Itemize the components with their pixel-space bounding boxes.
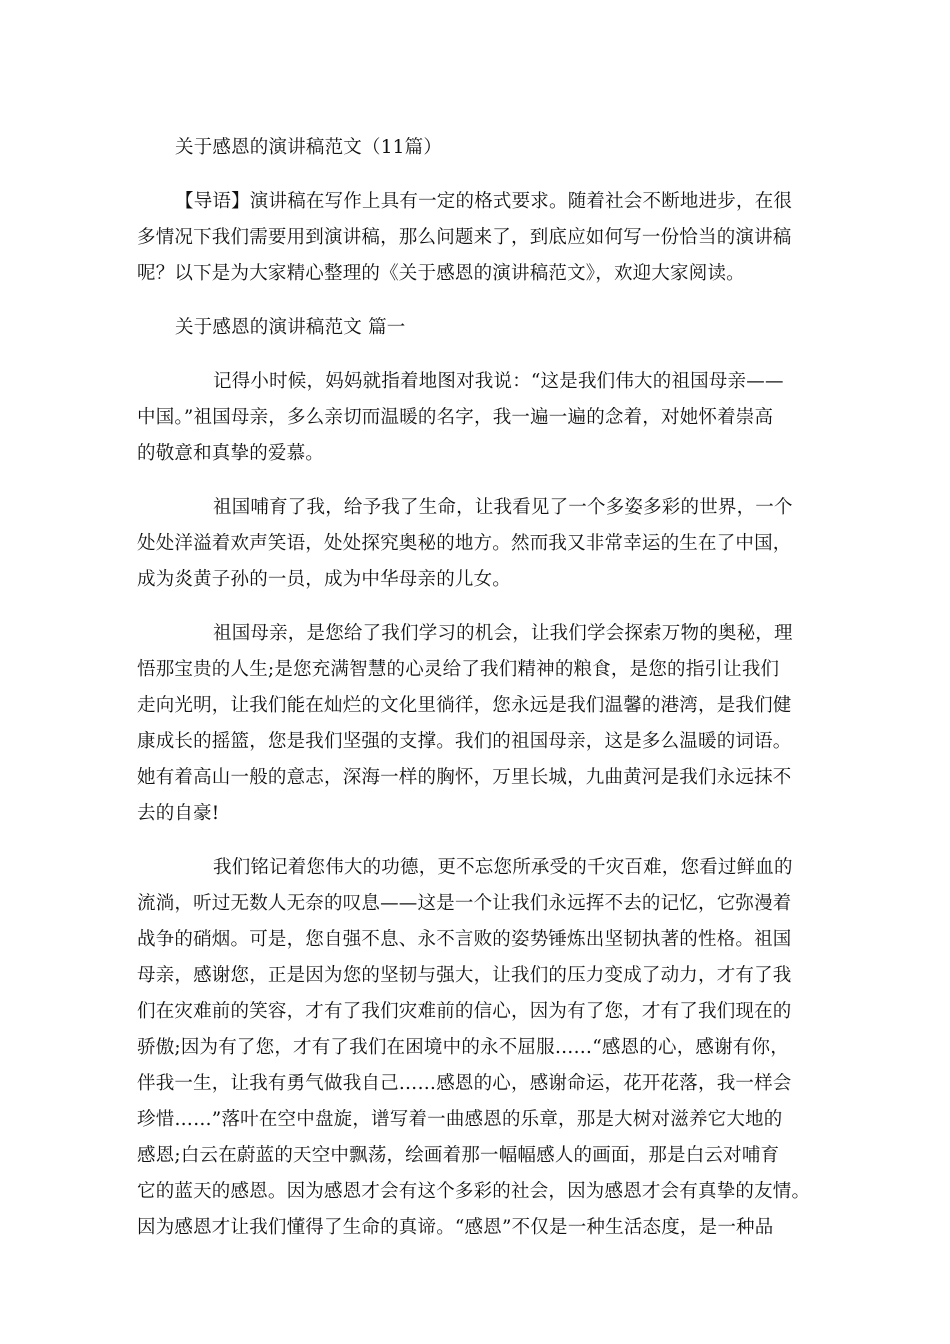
paragraph-line: 祖国母亲，是您给了我们学习的机会，让我们学会探索万物的奥秘，理 (213, 623, 793, 644)
paragraph-line: 走向光明，让我们能在灿烂的文化里徜徉，您永远是我们温馨的港湾，是我们健 (137, 695, 792, 716)
paragraph-line: 们在灾难前的笑容，才有了我们灾难前的信心，因为有了您，才有了我们现在的 (137, 1001, 792, 1022)
paragraph-line: 康成长的摇篮，您是我们坚强的支撑。我们的祖国母亲，这是多么温暖的词语。 (137, 731, 792, 752)
paragraph-line: 记得小时候，妈妈就指着地图对我说：“这是我们伟大的祖国母亲—— (213, 371, 784, 392)
intro-line: 多情况下我们需要用到演讲稿，那么问题来了，到底应如何写一份恰当的演讲稿 (137, 227, 792, 248)
paragraph-line: 她有着高山一般的意志，深海一样的胸怀，万里长城，九曲黄河是我们永远抹不 (137, 767, 792, 788)
intro-line: 【导语】演讲稿在写作上具有一定的格式要求。随着社会不断地进步，在很 (175, 191, 793, 212)
intro-line: 呢？以下是为大家精心整理的《关于感恩的演讲稿范文》，欢迎大家阅读。 (137, 263, 745, 284)
paragraph-line: 成为炎黄子孙的一员，成为中华母亲的儿女。 (137, 569, 512, 590)
paragraph-line: 骄傲;因为有了您，才有了我们在困境中的永不屈服……“感恩的心，感谢有你， (137, 1037, 789, 1058)
paragraph-line: 我们铭记着您伟大的功德，更不忘您所承受的千灾百难，您看过鲜血的 (213, 857, 793, 878)
paragraph-line: 伴我一生，让我有勇气做我自己……感恩的心，感谢命运，花开花落，我一样会 (137, 1073, 792, 1094)
paragraph-line: 的敬意和真挚的爱慕。 (137, 443, 325, 464)
section-heading: 关于感恩的演讲稿范文 篇一 (175, 317, 406, 338)
paragraph-line: 处处洋溢着欢声笑语，处处探究奥秘的地方。然而我又非常幸运的生在了中国， (137, 533, 792, 554)
paragraph-line: 中国。”祖国母亲，多么亲切而温暖的名字，我一遍一遍的念着，对她怀着崇高 (137, 407, 774, 428)
document-title: 关于感恩的演讲稿范文（11篇） (175, 137, 443, 158)
paragraph-line: 珍惜……”落叶在空中盘旋，谱写着一曲感恩的乐章，那是大树对滋养它大地的 (137, 1109, 783, 1130)
paragraph-line: 感恩;白云在蔚蓝的天空中飘荡，绘画着那一幅幅感人的画面，那是白云对哺育 (137, 1145, 780, 1166)
paragraph-line: 去的自豪! (137, 803, 220, 824)
paragraph-line: 母亲，感谢您，正是因为您的坚韧与强大，让我们的压力变成了动力，才有了我 (137, 965, 792, 986)
paragraph-line: 它的蓝天的感恩。因为感恩才会有这个多彩的社会，因为感恩才会有真挚的友情。 (137, 1181, 811, 1202)
paragraph-line: 祖国哺育了我，给予我了生命，让我看见了一个多姿多彩的世界，一个 (213, 497, 793, 518)
paragraph-line: 因为感恩才让我们懂得了生命的真谛。“感恩”不仅是一种生活态度，是一种品 (137, 1217, 774, 1238)
paragraph-line: 流淌，听过无数人无奈的叹息——这是一个让我们永远挥不去的记忆，它弥漫着 (137, 893, 792, 914)
paragraph-line: 悟那宝贵的人生;是您充满智慧的心灵给了我们精神的粮食，是您的指引让我们 (137, 659, 780, 680)
paragraph-line: 战争的硝烟。可是，您自强不息、永不言败的姿势锤炼出坚韧执著的性格。祖国 (137, 929, 792, 950)
